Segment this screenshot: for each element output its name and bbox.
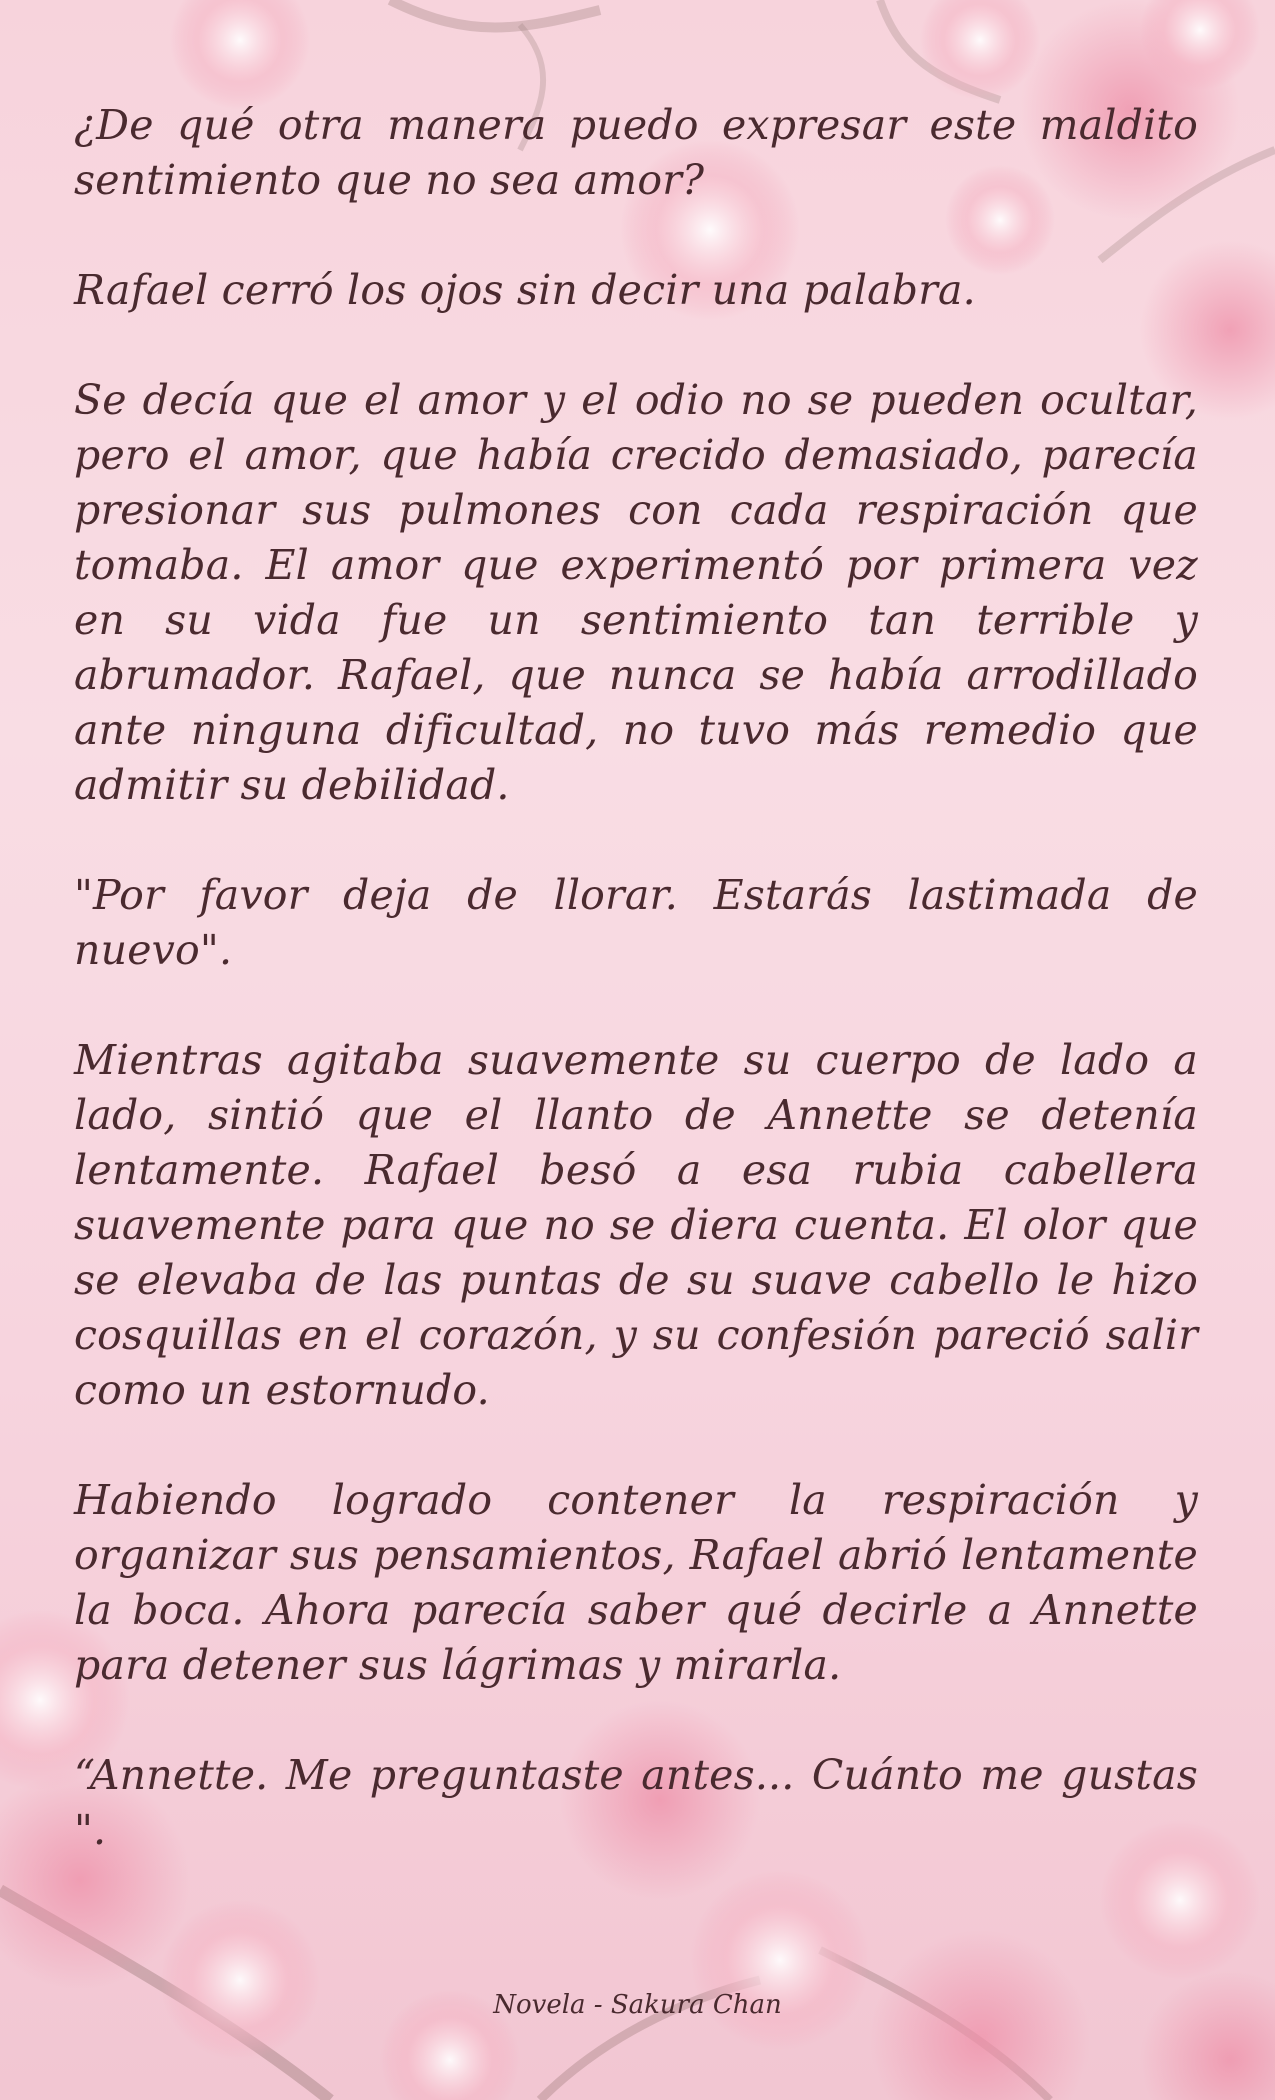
paragraph: Se decía que el amor y el odio no se pueden ocultar, pero el amor, que había crecido demasiado, parecía presionar sus pulmones con cada respiración que tomaba. El amor que experimentó por primera vez en su vida fue un sentimiento tan terrible y abrumador. Rafael, que nunca se había arrodillado ante ninguna dificultad, no tuvo más remedio que admitir su debilidad. [74,376,1198,809]
footer-credit: Novela - Sakura Chan [493,1990,782,2020]
story-text [74,98,1198,1858]
paragraph: "Por favor deja de llorar. Estarás lastimada de nuevo". [74,871,1198,974]
paragraph: Rafael cerró los ojos sin decir una palabra. [74,266,976,314]
paragraph: “Annette. Me preguntaste antes... Cuánto me gustas ". [74,1751,1198,1854]
paragraph: ¿De qué otra manera puedo expresar este maldito sentimiento que no sea amor? [74,101,1198,204]
paragraph: Mientras agitaba suavemente su cuerpo de lado a lado, sintió que el llanto de Annette se detenía lentamente. Rafael besó a esa rubia cabellera suavemente para que no se diera cuenta. El olor que se elevaba de las puntas de su suave cabello le hizo cosquillas en el corazón, y su confesión pareció salir como un estornudo. [74,1036,1198,1414]
paragraph: Habiendo logrado contener la respiración y organizar sus pensamientos, Rafael abrió lentamente la boca. Ahora parecía saber qué decirle a Annette para detener sus lágrimas y mirarla. [74,1476,1198,1689]
